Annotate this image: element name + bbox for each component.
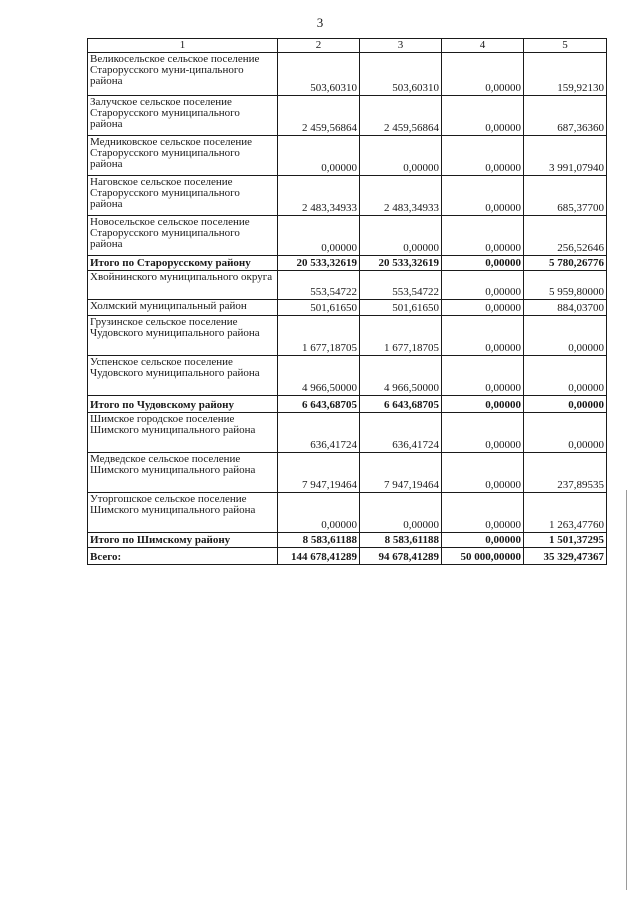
value-cell-c4: 0,00000 (442, 216, 524, 256)
value-cell-c4: 0,00000 (442, 396, 524, 413)
value-cell-c3: 94 678,41289 (360, 548, 442, 565)
row-name-cell: Итого по Шимскому району (88, 533, 278, 548)
row-name-cell: Медниковское сельское поселение Старорусского муниципального района (88, 136, 278, 176)
column-number: 5 (524, 39, 607, 53)
value-cell-c5: 1 263,47760 (524, 493, 607, 533)
value-cell-c2: 144 678,41289 (278, 548, 360, 565)
value-cell-c3: 0,00000 (360, 493, 442, 533)
value-cell-c3: 20 533,32619 (360, 256, 442, 271)
value-cell-c3: 6 643,68705 (360, 396, 442, 413)
value-cell-c2: 2 483,34933 (278, 176, 360, 216)
row-name-cell: Наговское сельское поселение Старорусского муниципального района (88, 176, 278, 216)
value-cell-c5: 0,00000 (524, 356, 607, 396)
table-row (88, 96, 607, 136)
value-cell-c4: 0,00000 (442, 136, 524, 176)
value-cell-c2: 503,60310 (278, 53, 360, 96)
value-cell-c4: 0,00000 (442, 300, 524, 316)
row-name-cell: Новосельское сельское поселение Старорусского муниципального района (88, 216, 278, 256)
value-cell-c3: 0,00000 (360, 136, 442, 176)
budget-table (87, 38, 607, 565)
row-name-cell: Холмский муниципальный район (88, 300, 278, 316)
row-name-cell: Всего: (88, 548, 278, 565)
row-name-cell: Итого по Старорусскому району (88, 256, 278, 271)
value-cell-c2: 1 677,18705 (278, 316, 360, 356)
row-name-cell: Великосельское сельское поселение Старорусского муни-ципального района (88, 53, 278, 96)
value-cell-c2: 0,00000 (278, 493, 360, 533)
value-cell-c4: 0,00000 (442, 271, 524, 300)
value-cell-c4: 0,00000 (442, 356, 524, 396)
row-name-cell: Грузинское сельское поселение Чудовского муниципального района (88, 316, 278, 356)
value-cell-c5: 35 329,47367 (524, 548, 607, 565)
table-row (88, 271, 607, 300)
scan-edge-line (626, 490, 627, 890)
value-cell-c5: 5 780,26776 (524, 256, 607, 271)
row-name-cell: Итого по Чудовскому району (88, 396, 278, 413)
value-cell-c3: 2 459,56864 (360, 96, 442, 136)
page-number: 3 (316, 15, 324, 30)
table-row (88, 136, 607, 176)
column-number: 2 (278, 39, 360, 53)
table-row (88, 356, 607, 396)
value-cell-c3: 501,61650 (360, 300, 442, 316)
value-cell-c3: 2 483,34933 (360, 176, 442, 216)
column-number: 3 (360, 39, 442, 53)
table-row (88, 216, 607, 256)
value-cell-c5: 237,89535 (524, 453, 607, 493)
value-cell-c3: 503,60310 (360, 53, 442, 96)
value-cell-c2: 8 583,61188 (278, 533, 360, 548)
value-cell-c5: 687,36360 (524, 96, 607, 136)
value-cell-c5: 0,00000 (524, 396, 607, 413)
value-cell-c4: 0,00000 (442, 176, 524, 216)
value-cell-c2: 0,00000 (278, 216, 360, 256)
value-cell-c4: 0,00000 (442, 316, 524, 356)
value-cell-c5: 0,00000 (524, 316, 607, 356)
row-name-cell: Медведское сельское поселение Шимского муниципального района (88, 453, 278, 493)
value-cell-c2: 636,41724 (278, 413, 360, 453)
value-cell-c4: 0,00000 (442, 453, 524, 493)
total-row (88, 396, 607, 413)
value-cell-c4: 0,00000 (442, 256, 524, 271)
table-row (88, 176, 607, 216)
value-cell-c2: 553,54722 (278, 271, 360, 300)
value-cell-c2: 4 966,50000 (278, 356, 360, 396)
value-cell-c3: 7 947,19464 (360, 453, 442, 493)
column-number: 1 (88, 39, 278, 53)
value-cell-c5: 0,00000 (524, 413, 607, 453)
value-cell-c5: 3 991,07940 (524, 136, 607, 176)
value-cell-c2: 20 533,32619 (278, 256, 360, 271)
value-cell-c4: 0,00000 (442, 96, 524, 136)
value-cell-c3: 1 677,18705 (360, 316, 442, 356)
value-cell-c4: 0,00000 (442, 413, 524, 453)
row-name-cell: Успенское сельское поселение Чудовского муниципального района (88, 356, 278, 396)
value-cell-c4: 0,00000 (442, 533, 524, 548)
value-cell-c5: 256,52646 (524, 216, 607, 256)
value-cell-c5: 1 501,37295 (524, 533, 607, 548)
table-row (88, 453, 607, 493)
row-name-cell: Уторгошское сельское поселение Шимского муниципального района (88, 493, 278, 533)
column-number: 4 (442, 39, 524, 53)
column-number-row (88, 39, 607, 53)
row-name-cell: Залучское сельское поселение Старорусского муниципального района (88, 96, 278, 136)
total-row (88, 533, 607, 548)
value-cell-c4: 0,00000 (442, 53, 524, 96)
value-cell-c4: 0,00000 (442, 493, 524, 533)
value-cell-c3: 8 583,61188 (360, 533, 442, 548)
table-row (88, 316, 607, 356)
value-cell-c2: 0,00000 (278, 136, 360, 176)
value-cell-c3: 4 966,50000 (360, 356, 442, 396)
value-cell-c2: 6 643,68705 (278, 396, 360, 413)
value-cell-c2: 2 459,56864 (278, 96, 360, 136)
value-cell-c5: 5 959,80000 (524, 271, 607, 300)
table-row (88, 493, 607, 533)
value-cell-c4: 50 000,00000 (442, 548, 524, 565)
table-body (88, 39, 607, 565)
value-cell-c5: 685,37700 (524, 176, 607, 216)
value-cell-c3: 636,41724 (360, 413, 442, 453)
row-name-cell: Хвойнинского муниципального округа (88, 271, 278, 300)
table-row (88, 53, 607, 96)
value-cell-c3: 553,54722 (360, 271, 442, 300)
table-row (88, 300, 607, 316)
value-cell-c5: 159,92130 (524, 53, 607, 96)
row-name-cell: Шимское городское поселение Шимского муниципального района (88, 413, 278, 453)
value-cell-c2: 501,61650 (278, 300, 360, 316)
total-row (88, 256, 607, 271)
total-row (88, 548, 607, 565)
table-row (88, 413, 607, 453)
value-cell-c3: 0,00000 (360, 216, 442, 256)
value-cell-c2: 7 947,19464 (278, 453, 360, 493)
value-cell-c5: 884,03700 (524, 300, 607, 316)
